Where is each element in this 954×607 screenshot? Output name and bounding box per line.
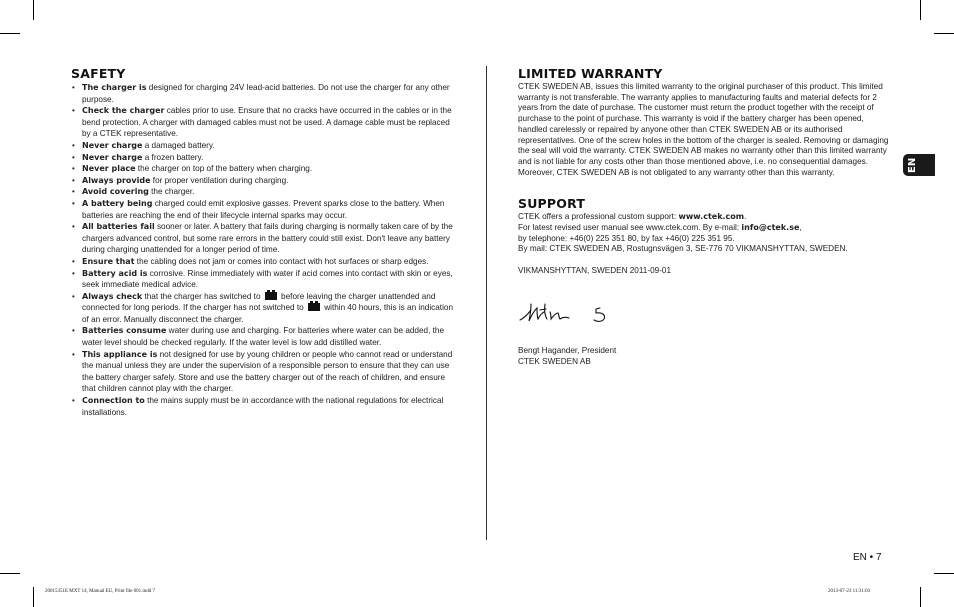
safety-item-text: a frozen battery. bbox=[142, 152, 204, 162]
safety-item bbox=[71, 395, 456, 418]
safety-item bbox=[71, 291, 456, 326]
signer-name: Bengt Hagander, President bbox=[518, 345, 617, 355]
signature bbox=[518, 294, 894, 332]
signer-company: CTEK SWEDEN AB bbox=[518, 356, 591, 366]
safety-item-text: a damaged battery. bbox=[142, 140, 215, 150]
crop-mark bbox=[920, 587, 921, 607]
safety-item-text: that the charger has switched to bbox=[142, 291, 263, 301]
safety-item bbox=[71, 325, 456, 348]
support-address: By mail: CTEK SWEDEN AB, Rostugnsvägen 3, SE-776 70 VIKMANSHYTTAN, SWEDEN. bbox=[518, 244, 848, 254]
safety-item-text: not designed for use by young children or people who cannot read or understand the manual unless they are under the supervision of a responsible person to ensure that they can use the battery charger safely. Store and use the battery charger out of the reach of children, and ensure that children cannot play with the charger. bbox=[82, 349, 453, 394]
crop-mark bbox=[0, 573, 20, 574]
language-tab-label: EN bbox=[907, 157, 918, 173]
crop-mark bbox=[934, 573, 954, 574]
safety-item-lead: The charger is bbox=[82, 83, 147, 92]
safety-item-lead: Avoid covering bbox=[82, 187, 149, 197]
safety-item-text: corrosive. Rinse immediately with water if acid comes into contact with skin or eyes, seek immediate medical advice. bbox=[82, 268, 453, 290]
safety-item-lead: Check the charger bbox=[82, 106, 165, 116]
safety-item bbox=[71, 186, 456, 198]
safety-item bbox=[71, 198, 456, 221]
safety-item-text: the charger. bbox=[148, 187, 195, 197]
page-number: EN • 7 bbox=[853, 552, 882, 563]
battery-full-icon bbox=[308, 303, 320, 311]
safety-item-text: the cabling does not jam or comes into contact with hot surfaces or sharp edges. bbox=[134, 256, 429, 266]
safety-item bbox=[71, 105, 456, 140]
safety-item bbox=[71, 268, 456, 291]
safety-item-text: before leaving the charger unattended and connected for long periods. If the charger has not switched to bbox=[82, 291, 436, 313]
safety-item bbox=[71, 349, 456, 395]
safety-item-lead: Battery acid is bbox=[82, 268, 148, 278]
support-line bbox=[518, 223, 894, 234]
safety-item bbox=[71, 175, 456, 187]
safety-item bbox=[71, 163, 456, 175]
safety-item-lead: Batteries consume bbox=[82, 326, 167, 336]
warranty-section bbox=[518, 66, 894, 178]
safety-heading: SAFETY bbox=[71, 66, 126, 81]
support-text: . bbox=[744, 212, 747, 222]
email-link[interactable]: info@ctek.se bbox=[741, 223, 800, 233]
safety-list bbox=[71, 82, 456, 418]
support-phone: by telephone: +46(0) 225 351 80, by fax +46(0) 225 351 95. bbox=[518, 233, 735, 243]
safety-item-lead: Never charge bbox=[82, 140, 143, 150]
safety-item-text: water during use and charging. For batteries where water can be added, the water level should be checked regularly. If the water level is low add distilled water. bbox=[82, 326, 445, 348]
crop-mark bbox=[920, 0, 921, 20]
column-divider bbox=[486, 66, 487, 540]
safety-item-lead: Always provide bbox=[82, 175, 151, 185]
timestamp-slug: 2013-07-23 11:31:03 bbox=[828, 589, 871, 594]
safety-item-lead: This appliance is bbox=[82, 349, 158, 359]
safety-section bbox=[71, 66, 456, 418]
support-text: CTEK offers a professional custom support: bbox=[518, 212, 679, 222]
language-tab bbox=[903, 154, 935, 176]
warranty-body: CTEK SWEDEN AB, issues this limited warranty to the original purchaser of this product. This limited warranty is not transferable. The warranty applies to manufacturing faults and material defects for 2 years from the date of purchase. The customer must return the product together with the receipt of purchase to the point of purchase. This warranty is void if the battery charger has been opened, handled carelessly or repaired by anyone other than CTEK SWEDEN AB or its authorised representatives. One of the screw holes in the bottom of the charger is sealed. Removing or damaging the seal will void the warranty. CTEK SWEDEN AB makes no warranty other than this limited warranty and is not liable for any costs other than those mentioned above, i.e. no consequential damages. Moreover, CTEK SWEDEN AB is not obligated to any warranty other than this warranty. bbox=[518, 82, 889, 177]
date-line: VIKMANSHYTTAN, SWEDEN 2011-09-01 bbox=[518, 266, 672, 276]
safety-item-lead: Connection to bbox=[82, 396, 145, 406]
crop-mark bbox=[0, 33, 20, 34]
support-heading: SUPPORT bbox=[518, 196, 586, 212]
safety-item-lead: All batteries fail bbox=[82, 222, 155, 232]
website-link[interactable]: www.ctek.com bbox=[678, 212, 745, 222]
safety-item-text: sooner or later. A battery that fails during charging is normally taken care of by the chargers advanced control, but some rare errors in the battery could still exist. Don't leave any battery during charging unattended for a longer period of time. bbox=[82, 222, 453, 255]
safety-item-text: within 40 hours, this is an indication of an error. Manually disconnect the charger. bbox=[82, 303, 454, 324]
warranty-heading: LIMITED WARRANTY bbox=[518, 66, 663, 81]
safety-item-lead: Always check bbox=[82, 291, 143, 301]
file-slug: 20015351E MXT 14, Manual EU, Print file 001.indd 7 bbox=[45, 589, 156, 594]
safety-item-text: for proper ventilation during charging. bbox=[150, 175, 289, 185]
right-column bbox=[518, 66, 894, 367]
safety-item bbox=[71, 140, 456, 152]
safety-item-text: the charger on top of the battery when charging. bbox=[135, 164, 313, 174]
crop-mark bbox=[33, 0, 34, 20]
safety-item bbox=[71, 221, 456, 256]
safety-item-lead: A battery being bbox=[82, 198, 153, 208]
support-section bbox=[518, 196, 894, 367]
safety-item-text: charged could emit explosive gasses. Prevent sparks close to the battery. When batteries are reaching the end of their lifecycle internal sparks may occur. bbox=[82, 198, 445, 220]
safety-item-lead: Never place bbox=[82, 164, 136, 174]
safety-item-text: designed for charging 24V lead-acid batteries. Do not use the charger for any other purpose. bbox=[82, 83, 450, 104]
signature-drawing bbox=[518, 294, 628, 332]
crop-mark bbox=[934, 33, 954, 34]
safety-item bbox=[71, 152, 456, 164]
safety-item-lead: Never charge bbox=[82, 152, 143, 162]
support-text: , bbox=[799, 223, 802, 233]
safety-item bbox=[71, 256, 456, 268]
safety-item-text: cables prior to use. Ensure that no cracks have occurred in the cables or in the bend protection. A charger with damaged cables must not be used. A damage cable must be replaced by a CTEK representative. bbox=[82, 106, 452, 139]
support-text: For latest revised user manual see www.ctek.com. By e-mail: bbox=[518, 223, 742, 233]
safety-item bbox=[71, 82, 456, 105]
battery-full-icon bbox=[265, 292, 277, 300]
safety-item-text: the mains supply must be in accordance with the national regulations for electrical installations. bbox=[82, 396, 444, 417]
safety-item-lead: Ensure that bbox=[82, 256, 135, 266]
support-line bbox=[518, 212, 894, 223]
crop-mark bbox=[33, 587, 34, 607]
